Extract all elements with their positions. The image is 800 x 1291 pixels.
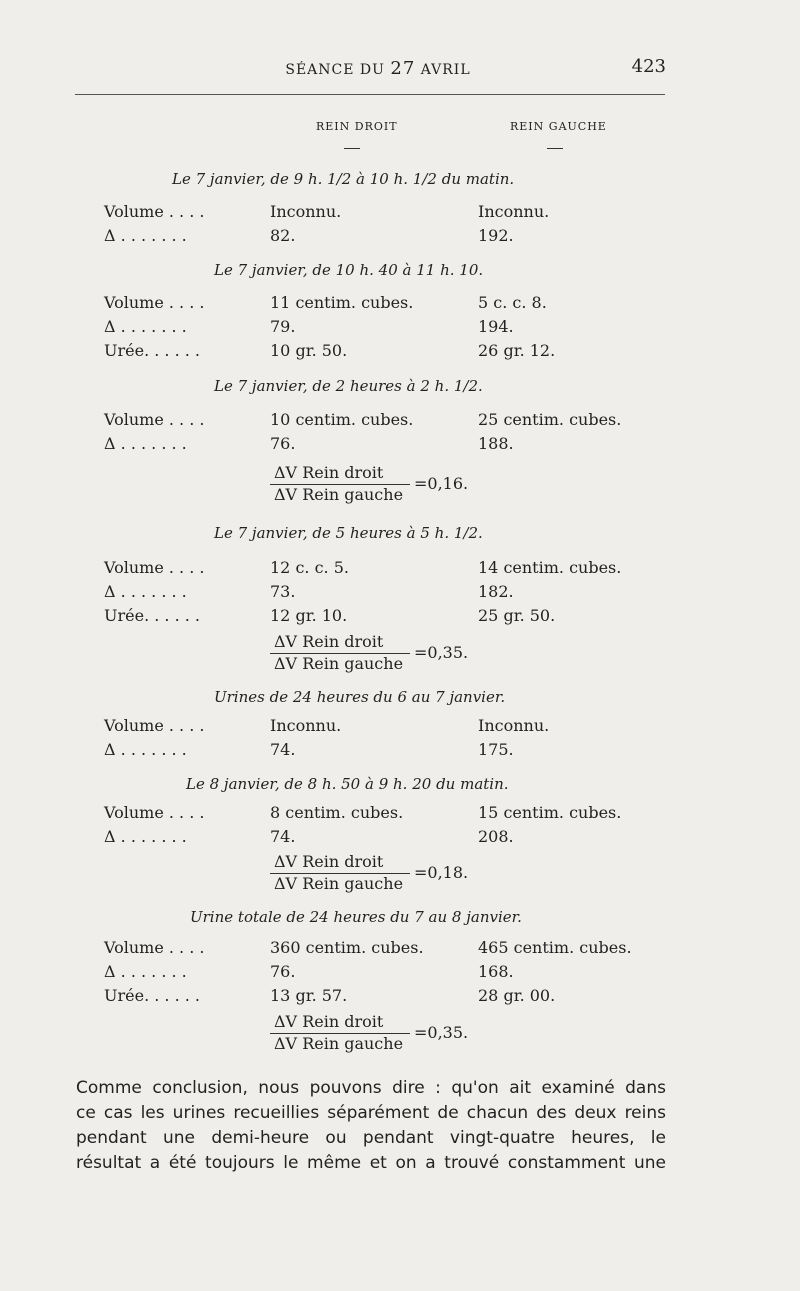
page-number: 423 [631, 56, 666, 77]
ratio-denominator: ΔV Rein gauche [274, 1034, 404, 1053]
row-label: Volume . . . . [104, 202, 205, 221]
row-label: Urée. . . . . . [104, 986, 201, 1005]
value-rein-droit: 8 centim. cubes. [270, 803, 404, 822]
row-label: Δ . . . . . . . [104, 226, 187, 245]
column-header-left: REIN DROIT [316, 120, 398, 133]
ratio-denominator: ΔV Rein gauche [274, 485, 404, 504]
column-dash-right [547, 148, 563, 149]
column-header-right: REIN GAUCHE [510, 120, 607, 133]
ratio-numerator: ΔV Rein droit [274, 852, 384, 871]
value-rein-droit: 360 centim. cubes. [270, 938, 424, 957]
table-row [0, 827, 800, 849]
paragraph-line: pendant une demi-heure ou pendant vingt-quatre heures, le [76, 1128, 666, 1148]
table-row [0, 962, 800, 984]
ratio-formula [270, 632, 500, 676]
value-rein-droit: Inconnu. [270, 716, 342, 735]
title-number: 27 [390, 58, 416, 79]
value-rein-gauche: 5 c. c. 8. [478, 293, 547, 312]
ratio-numerator: ΔV Rein droit [274, 1012, 384, 1031]
ratio-value: =0,16. [414, 474, 469, 493]
paragraph-line: Comme conclusion, nous pouvons dire : qu'on ait examiné dans [76, 1078, 666, 1098]
table-row [0, 434, 800, 456]
row-label: Δ . . . . . . . [104, 827, 187, 846]
value-rein-gauche: 192. [478, 226, 514, 245]
value-rein-gauche: 194. [478, 317, 514, 336]
section-heading: Urine totale de 24 heures du 7 au 8 janvier. [190, 908, 522, 926]
row-label: Δ . . . . . . . [104, 434, 187, 453]
value-rein-droit: Inconnu. [270, 202, 342, 221]
value-rein-gauche: 25 gr. 50. [478, 606, 556, 625]
value-rein-gauche: 28 gr. 00. [478, 986, 556, 1005]
table-row [0, 410, 800, 432]
ratio-denominator: ΔV Rein gauche [274, 654, 404, 673]
row-label: Volume . . . . [104, 410, 205, 429]
row-label: Δ . . . . . . . [104, 317, 187, 336]
value-rein-droit: 10 gr. 50. [270, 341, 348, 360]
table-row [0, 202, 800, 224]
section-heading: Le 7 janvier, de 2 heures à 2 h. 1/2. [214, 377, 483, 395]
section-heading: Le 7 janvier, de 9 h. 1/2 à 10 h. 1/2 du matin. [172, 170, 515, 188]
ratio-numerator: ΔV Rein droit [274, 632, 384, 651]
table-row [0, 740, 800, 762]
value-rein-gauche: 182. [478, 582, 514, 601]
table-row [0, 317, 800, 339]
paragraph-line: résultat a été toujours le même et on a trouvé constamment une [76, 1153, 666, 1173]
value-rein-droit: 76. [270, 434, 296, 453]
table-row [0, 606, 800, 628]
row-label: Volume . . . . [104, 938, 205, 957]
value-rein-droit: 10 centim. cubes. [270, 410, 414, 429]
row-label: Δ . . . . . . . [104, 962, 187, 981]
section-heading: Le 7 janvier, de 5 heures à 5 h. 1/2. [214, 524, 483, 542]
section-heading: Le 7 janvier, de 10 h. 40 à 11 h. 10. [214, 261, 484, 279]
value-rein-droit: 12 gr. 10. [270, 606, 348, 625]
column-dash-left [344, 148, 360, 149]
table-row [0, 986, 800, 1008]
value-rein-gauche: 15 centim. cubes. [478, 803, 622, 822]
table-row [0, 341, 800, 363]
value-rein-droit: 74. [270, 827, 296, 846]
row-label: Volume . . . . [104, 803, 205, 822]
value-rein-gauche: 175. [478, 740, 514, 759]
table-row [0, 803, 800, 825]
table-row [0, 293, 800, 315]
table-row [0, 558, 800, 580]
value-rein-droit: 13 gr. 57. [270, 986, 348, 1005]
value-rein-droit: 76. [270, 962, 296, 981]
row-label: Urée. . . . . . [104, 341, 201, 360]
value-rein-gauche: 188. [478, 434, 514, 453]
value-rein-droit: 74. [270, 740, 296, 759]
ratio-formula [270, 852, 500, 896]
value-rein-gauche: 208. [478, 827, 514, 846]
section-heading: Urines de 24 heures du 6 au 7 janvier. [214, 688, 506, 706]
ratio-value: =0,18. [414, 863, 469, 882]
value-rein-droit: 11 centim. cubes. [270, 293, 414, 312]
row-label: Urée. . . . . . [104, 606, 201, 625]
header-rule [75, 94, 665, 95]
value-rein-gauche: Inconnu. [478, 716, 550, 735]
title-prefix: SÉANCE DU [285, 62, 391, 78]
table-row [0, 582, 800, 604]
ratio-value: =0,35. [414, 1023, 469, 1042]
value-rein-droit: 79. [270, 317, 296, 336]
table-row [0, 226, 800, 248]
table-row [0, 716, 800, 738]
row-label: Δ . . . . . . . [104, 582, 187, 601]
value-rein-gauche: 465 centim. cubes. [478, 938, 632, 957]
conclusion-paragraph [76, 1076, 666, 1176]
paragraph-line: ce cas les urines recueillies séparément de chacun des deux reins [76, 1103, 666, 1123]
row-label: Volume . . . . [104, 293, 205, 312]
value-rein-droit: 12 c. c. 5. [270, 558, 349, 577]
row-label: Volume . . . . [104, 558, 205, 577]
value-rein-gauche: 168. [478, 962, 514, 981]
running-title [90, 58, 666, 79]
page-header [90, 58, 666, 82]
value-rein-gauche: 26 gr. 12. [478, 341, 556, 360]
title-suffix: AVRIL [415, 62, 471, 78]
table-row [0, 938, 800, 960]
value-rein-gauche: 25 centim. cubes. [478, 410, 622, 429]
value-rein-gauche: 14 centim. cubes. [478, 558, 622, 577]
row-label: Volume . . . . [104, 716, 205, 735]
ratio-formula [270, 1012, 500, 1056]
value-rein-droit: 82. [270, 226, 296, 245]
ratio-denominator: ΔV Rein gauche [274, 874, 404, 893]
ratio-numerator: ΔV Rein droit [274, 463, 384, 482]
ratio-formula [270, 463, 500, 507]
ratio-value: =0,35. [414, 643, 469, 662]
value-rein-droit: 73. [270, 582, 296, 601]
value-rein-gauche: Inconnu. [478, 202, 550, 221]
section-heading: Le 8 janvier, de 8 h. 50 à 9 h. 20 du matin. [186, 775, 509, 793]
row-label: Δ . . . . . . . [104, 740, 187, 759]
